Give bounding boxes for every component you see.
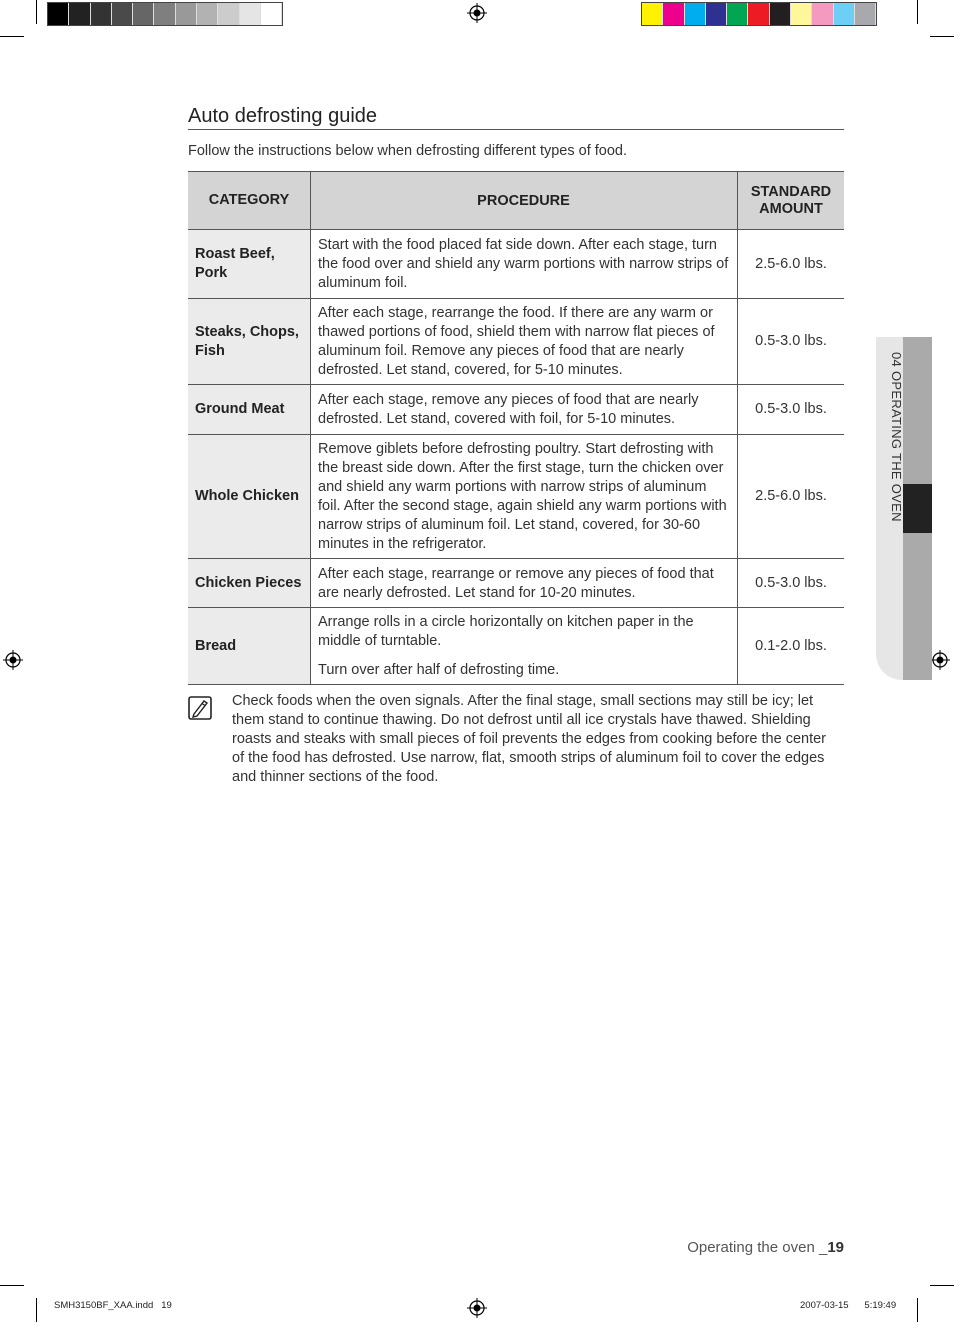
color-swatch xyxy=(240,3,261,25)
color-swatch xyxy=(48,3,69,25)
color-swatch xyxy=(218,3,239,25)
color-swatch xyxy=(112,3,133,25)
color-swatch xyxy=(261,3,282,25)
row-category: Roast Beef, Pork xyxy=(188,230,311,299)
color-registration-bar xyxy=(641,2,877,26)
row-procedure: After each stage, rearrange or remove any pieces of food that are nearly defrosted. Let stand for 10-20 minutes. xyxy=(311,559,738,608)
row-category: Chicken Pieces xyxy=(188,559,311,608)
row-category: Whole Chicken xyxy=(188,435,311,559)
registration-target-icon xyxy=(467,3,487,23)
color-swatch xyxy=(69,3,90,25)
crop-mark xyxy=(930,1285,954,1286)
row-amount: 0.1-2.0 lbs. xyxy=(738,608,845,685)
row-amount: 2.5-6.0 lbs. xyxy=(738,435,845,559)
chapter-tab-label: 04 OPERATING THE OVEN xyxy=(889,352,904,522)
color-swatch xyxy=(91,3,112,25)
registration-target-icon xyxy=(3,650,23,670)
file-slug: SMH3150BF_XAA.indd 19 xyxy=(54,1300,172,1311)
intro-text: Follow the instructions below when defrosting different types of food. xyxy=(188,143,628,159)
note-pencil-icon xyxy=(188,696,212,720)
table-row xyxy=(188,299,844,385)
crop-mark xyxy=(917,0,918,24)
chapter-tab-marker xyxy=(903,484,932,533)
crop-mark xyxy=(36,0,37,24)
color-swatch xyxy=(748,3,769,25)
table-row xyxy=(188,385,844,435)
crop-mark xyxy=(36,1298,37,1322)
row-category: Ground Meat xyxy=(188,385,311,435)
footer-section: Operating the oven _ xyxy=(687,1239,828,1256)
header-amount-line2: AMOUNT xyxy=(759,200,823,217)
row-amount: 0.5-3.0 lbs. xyxy=(738,559,845,608)
row-amount: 0.5-3.0 lbs. xyxy=(738,385,845,435)
color-swatch xyxy=(855,3,876,25)
color-swatch xyxy=(176,3,197,25)
color-swatch xyxy=(663,3,684,25)
color-swatch xyxy=(642,3,663,25)
crop-mark xyxy=(917,1298,918,1322)
header-amount-line1: STANDARD xyxy=(750,183,832,200)
color-swatch xyxy=(727,3,748,25)
header-procedure: PROCEDURE xyxy=(311,172,738,230)
table-row xyxy=(188,435,844,559)
row-procedure: Remove giblets before defrosting poultry. Start defrosting with the breast side down. After the first stage, turn the chicken over and shield any warm portions with narrow strips of aluminum foil. After the second stage, again shield any warm portions with narrow strips of aluminum foil. Let stand, covered, for 30-60 minutes in the refrigerator. xyxy=(311,435,738,559)
grayscale-registration-bar xyxy=(47,2,283,26)
color-swatch xyxy=(791,3,812,25)
row-procedure: Start with the food placed fat side down. After each stage, turn the food over and shield any warm portions with narrow strips of aluminum foil. xyxy=(311,230,738,299)
date-slug: 2007-03-15 5:19:49 xyxy=(800,1300,897,1311)
color-swatch xyxy=(770,3,791,25)
crop-mark xyxy=(0,1285,24,1286)
row-amount: 0.5-3.0 lbs. xyxy=(738,299,845,385)
header-amount xyxy=(738,172,845,230)
color-swatch xyxy=(197,3,218,25)
table-row xyxy=(188,230,844,299)
note-text: Check foods when the oven signals. After the final stage, small sections may still be icy; let them stand to continue thawing. Do not defrost until all ice crystals have thawed. Shielding roasts and steaks with small pieces of foil prevents the edges from cooking before the center of the food has defrosted. Use narrow, flat, smooth strips of aluminum foil to cover the edges and thinner sections of the food. xyxy=(232,693,827,785)
registration-target-icon xyxy=(467,1298,487,1318)
row-procedure-cell xyxy=(311,608,738,685)
color-swatch xyxy=(154,3,175,25)
table-header-row xyxy=(188,172,844,230)
row-category: Steaks, Chops, Fish xyxy=(188,299,311,385)
row-procedure: After each stage, remove any pieces of food that are nearly defrosted. Let stand, covered with foil, for 5-10 minutes. xyxy=(311,385,738,435)
row-procedure-extra: Turn over after half of defrosting time. xyxy=(318,662,560,678)
defrost-guide-table xyxy=(188,171,844,685)
title-divider xyxy=(188,129,844,130)
section-title: Auto defrosting guide xyxy=(188,105,378,127)
color-swatch xyxy=(133,3,154,25)
row-procedure: Arrange rolls in a circle horizontally on kitchen paper in the middle of turntable. xyxy=(318,614,694,649)
crop-mark xyxy=(930,36,954,37)
page-footer xyxy=(687,1239,844,1256)
row-category: Bread xyxy=(188,608,311,685)
registration-target-icon xyxy=(930,650,950,670)
color-swatch xyxy=(834,3,855,25)
table-row xyxy=(188,559,844,608)
color-swatch xyxy=(706,3,727,25)
color-swatch xyxy=(812,3,833,25)
row-amount: 2.5-6.0 lbs. xyxy=(738,230,845,299)
crop-mark xyxy=(0,36,24,37)
table-row xyxy=(188,608,844,685)
row-procedure: After each stage, rearrange the food. If there are any warm or thawed portions of food, shield them with narrow flat pieces of aluminum foil. Remove any pieces of food that are nearly defrosted. Let stand, covered, for 5-10 minutes. xyxy=(311,299,738,385)
page-number: 19 xyxy=(827,1239,844,1256)
header-category: CATEGORY xyxy=(188,172,311,230)
color-swatch xyxy=(685,3,706,25)
